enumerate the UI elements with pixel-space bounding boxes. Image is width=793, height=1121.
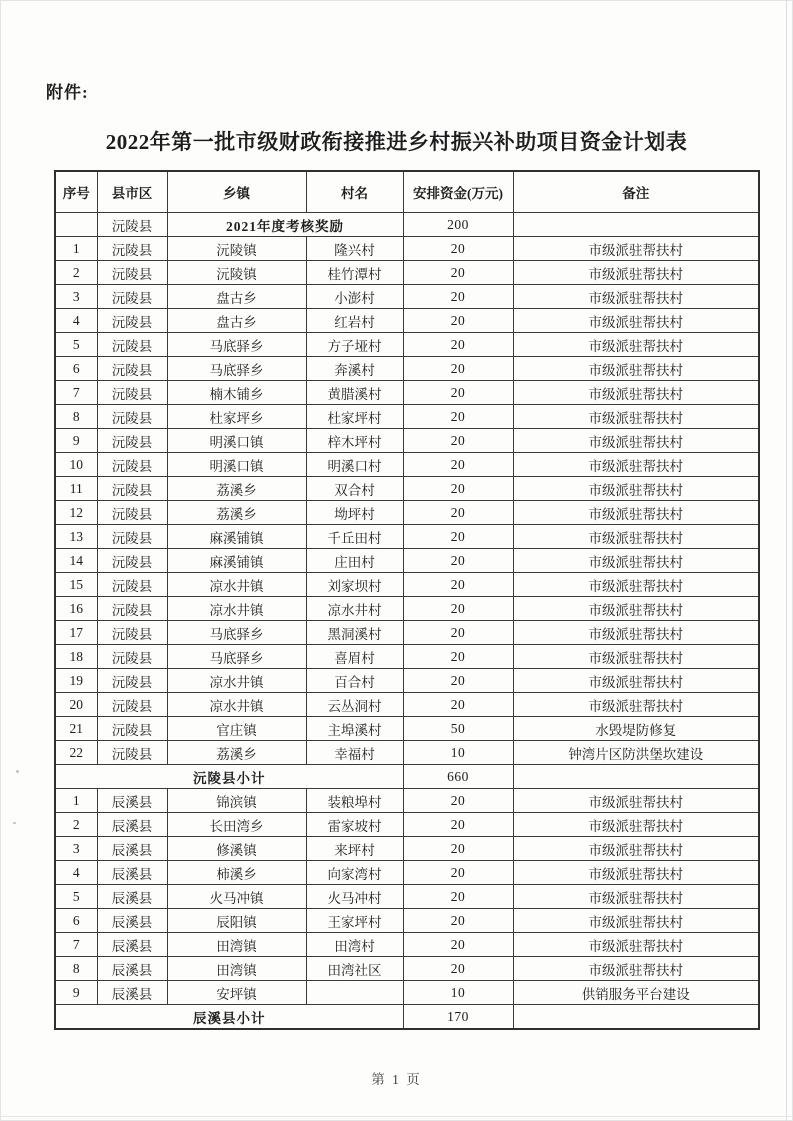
cell-amount: 20 xyxy=(403,261,513,285)
cell-seq: 1 xyxy=(55,789,97,813)
cell-county: 辰溪县 xyxy=(97,789,167,813)
cell-town: 马底驿乡 xyxy=(167,357,306,381)
table-row xyxy=(55,1005,759,1030)
cell-village: 桂竹潭村 xyxy=(306,261,403,285)
cell-town: 修溪镇 xyxy=(167,837,306,861)
cell-remark: 市级派驻帮扶村 xyxy=(513,357,759,381)
cell-county: 辰溪县 xyxy=(97,837,167,861)
cell-county: 沅陵县 xyxy=(97,405,167,429)
cell-village: 田湾村 xyxy=(306,933,403,957)
table-header-row xyxy=(55,171,759,213)
cell-seq: 19 xyxy=(55,669,97,693)
cell-seq: 5 xyxy=(55,885,97,909)
cell-town: 沅陵镇 xyxy=(167,237,306,261)
table-row xyxy=(55,213,759,237)
cell-remark: 市级派驻帮扶村 xyxy=(513,477,759,501)
cell-town: 柿溪乡 xyxy=(167,861,306,885)
col-header-remark: 备注 xyxy=(513,171,759,213)
cell-village: 庄田村 xyxy=(306,549,403,573)
table-row xyxy=(55,837,759,861)
table-row xyxy=(55,237,759,261)
col-header-seq: 序号 xyxy=(55,171,97,213)
cell-town: 荔溪乡 xyxy=(167,501,306,525)
cell-amount: 20 xyxy=(403,813,513,837)
table-row xyxy=(55,669,759,693)
table-row xyxy=(55,789,759,813)
cell-town: 长田湾乡 xyxy=(167,813,306,837)
cell-amount: 20 xyxy=(403,837,513,861)
cell-village: 百合村 xyxy=(306,669,403,693)
cell-remark: 市级派驻帮扶村 xyxy=(513,333,759,357)
cell-village: 装粮埠村 xyxy=(306,789,403,813)
cell-seq: 5 xyxy=(55,333,97,357)
cell-seq: 1 xyxy=(55,237,97,261)
cell-county: 沅陵县 xyxy=(97,285,167,309)
cell-remark: 市级派驻帮扶村 xyxy=(513,957,759,981)
table-row xyxy=(55,429,759,453)
cell-town: 荔溪乡 xyxy=(167,741,306,765)
cell-remark: 市级派驻帮扶村 xyxy=(513,693,759,717)
cell-village: 明溪口村 xyxy=(306,453,403,477)
table-row xyxy=(55,549,759,573)
cell-town: 田湾镇 xyxy=(167,957,306,981)
cell-remark: 市级派驻帮扶村 xyxy=(513,429,759,453)
cell-amount: 20 xyxy=(403,597,513,621)
cell-amount: 20 xyxy=(403,237,513,261)
cell-amount: 20 xyxy=(403,477,513,501)
cell-village: 雷家坡村 xyxy=(306,813,403,837)
cell-remark: 市级派驻帮扶村 xyxy=(513,453,759,477)
cell-amount: 200 xyxy=(403,213,513,237)
table-row xyxy=(55,765,759,789)
cell-county: 沅陵县 xyxy=(97,309,167,333)
cell-remark xyxy=(513,1005,759,1030)
cell-remark: 市级派驻帮扶村 xyxy=(513,309,759,333)
cell-remark: 供销服务平台建设 xyxy=(513,981,759,1005)
col-header-village: 村名 xyxy=(306,171,403,213)
cell-county: 辰溪县 xyxy=(97,861,167,885)
cell-county: 沅陵县 xyxy=(97,669,167,693)
col-header-county: 县市区 xyxy=(97,171,167,213)
cell-amount: 20 xyxy=(403,453,513,477)
cell-remark: 市级派驻帮扶村 xyxy=(513,837,759,861)
cell-town: 官庄镇 xyxy=(167,717,306,741)
table-row xyxy=(55,501,759,525)
cell-remark: 市级派驻帮扶村 xyxy=(513,933,759,957)
cell-county: 沅陵县 xyxy=(97,261,167,285)
cell-county: 沅陵县 xyxy=(97,741,167,765)
cell-seq: 2 xyxy=(55,261,97,285)
cell-subtotal-label: 辰溪县小计 xyxy=(55,1005,403,1030)
cell-remark: 市级派驻帮扶村 xyxy=(513,645,759,669)
col-header-amount: 安排资金(万元) xyxy=(403,171,513,213)
cell-remark: 水毁堤防修复 xyxy=(513,717,759,741)
cell-remark: 市级派驻帮扶村 xyxy=(513,381,759,405)
cell-town: 马底驿乡 xyxy=(167,333,306,357)
cell-amount: 10 xyxy=(403,741,513,765)
cell-town: 安坪镇 xyxy=(167,981,306,1005)
table-row xyxy=(55,261,759,285)
cell-seq: 8 xyxy=(55,405,97,429)
cell-remark: 市级派驻帮扶村 xyxy=(513,501,759,525)
cell-town: 辰阳镇 xyxy=(167,909,306,933)
table-row xyxy=(55,453,759,477)
cell-county: 辰溪县 xyxy=(97,981,167,1005)
table-row xyxy=(55,933,759,957)
cell-county: 沅陵县 xyxy=(97,237,167,261)
cell-county: 沅陵县 xyxy=(97,645,167,669)
cell-remark: 市级派驻帮扶村 xyxy=(513,525,759,549)
cell-amount: 20 xyxy=(403,405,513,429)
cell-county: 沅陵县 xyxy=(97,453,167,477)
table-row xyxy=(55,645,759,669)
cell-town: 凉水井镇 xyxy=(167,669,306,693)
cell-remark: 市级派驻帮扶村 xyxy=(513,285,759,309)
cell-amount: 20 xyxy=(403,861,513,885)
cell-town: 马底驿乡 xyxy=(167,621,306,645)
table-row xyxy=(55,285,759,309)
table-row xyxy=(55,405,759,429)
cell-county: 沅陵县 xyxy=(97,477,167,501)
cell-seq: 21 xyxy=(55,717,97,741)
cell-amount: 20 xyxy=(403,381,513,405)
cell-county: 辰溪县 xyxy=(97,909,167,933)
cell-village: 梓木坪村 xyxy=(306,429,403,453)
scan-edge-bottom xyxy=(0,1116,793,1117)
page-number: 第 1 页 xyxy=(371,1072,422,1087)
cell-town: 凉水井镇 xyxy=(167,597,306,621)
table-row xyxy=(55,885,759,909)
cell-town: 凉水井镇 xyxy=(167,573,306,597)
cell-county: 辰溪县 xyxy=(97,933,167,957)
cell-amount: 20 xyxy=(403,525,513,549)
table-row xyxy=(55,717,759,741)
cell-town: 盘古乡 xyxy=(167,285,306,309)
cell-remark xyxy=(513,765,759,789)
table-row xyxy=(55,861,759,885)
cell-town: 荔溪乡 xyxy=(167,477,306,501)
cell-county: 辰溪县 xyxy=(97,957,167,981)
cell-seq: 13 xyxy=(55,525,97,549)
cell-seq: 3 xyxy=(55,837,97,861)
scan-edge-right xyxy=(786,0,787,1121)
cell-village: 王家坪村 xyxy=(306,909,403,933)
cell-town: 马底驿乡 xyxy=(167,645,306,669)
cell-county: 沅陵县 xyxy=(97,357,167,381)
cell-village: 杜家坪村 xyxy=(306,405,403,429)
cell-seq: 7 xyxy=(55,381,97,405)
cell-village: 黄腊溪村 xyxy=(306,381,403,405)
table-row xyxy=(55,333,759,357)
cell-county: 沅陵县 xyxy=(97,381,167,405)
table-row xyxy=(55,813,759,837)
cell-remark: 市级派驻帮扶村 xyxy=(513,573,759,597)
cell-amount: 20 xyxy=(403,501,513,525)
cell-county: 沅陵县 xyxy=(97,597,167,621)
cell-seq: 9 xyxy=(55,429,97,453)
cell-seq: 9 xyxy=(55,981,97,1005)
cell-county: 沅陵县 xyxy=(97,549,167,573)
cell-seq: 7 xyxy=(55,933,97,957)
cell-village: 刘家坝村 xyxy=(306,573,403,597)
cell-seq: 3 xyxy=(55,285,97,309)
cell-amount: 20 xyxy=(403,933,513,957)
cell-town: 锦滨镇 xyxy=(167,789,306,813)
cell-amount: 20 xyxy=(403,309,513,333)
cell-town: 火马冲镇 xyxy=(167,885,306,909)
cell-remark: 市级派驻帮扶村 xyxy=(513,813,759,837)
cell-award-label: 2021年度考核奖励 xyxy=(167,213,403,237)
cell-town: 楠木铺乡 xyxy=(167,381,306,405)
cell-amount: 20 xyxy=(403,357,513,381)
cell-town: 明溪口镇 xyxy=(167,453,306,477)
cell-subtotal-label: 沅陵县小计 xyxy=(55,765,403,789)
table-row xyxy=(55,957,759,981)
cell-seq xyxy=(55,213,97,237)
cell-village: 坳坪村 xyxy=(306,501,403,525)
cell-remark: 市级派驻帮扶村 xyxy=(513,885,759,909)
table-row xyxy=(55,477,759,501)
cell-amount: 20 xyxy=(403,909,513,933)
col-header-town: 乡镇 xyxy=(167,171,306,213)
cell-county: 沅陵县 xyxy=(97,333,167,357)
cell-village: 隆兴村 xyxy=(306,237,403,261)
cell-amount: 20 xyxy=(403,285,513,309)
table-row xyxy=(55,381,759,405)
cell-amount: 20 xyxy=(403,549,513,573)
cell-county: 沅陵县 xyxy=(97,213,167,237)
cell-village: 凉水井村 xyxy=(306,597,403,621)
cell-amount: 20 xyxy=(403,333,513,357)
cell-county: 沅陵县 xyxy=(97,693,167,717)
cell-seq: 14 xyxy=(55,549,97,573)
cell-remark xyxy=(513,213,759,237)
fund-plan-table xyxy=(54,170,760,1030)
cell-seq: 6 xyxy=(55,909,97,933)
cell-village: 黑洞溪村 xyxy=(306,621,403,645)
cell-county: 辰溪县 xyxy=(97,885,167,909)
cell-town: 明溪口镇 xyxy=(167,429,306,453)
cell-amount: 50 xyxy=(403,717,513,741)
table-row xyxy=(55,981,759,1005)
cell-village: 喜眉村 xyxy=(306,645,403,669)
cell-seq: 16 xyxy=(55,597,97,621)
cell-seq: 4 xyxy=(55,309,97,333)
cell-seq: 22 xyxy=(55,741,97,765)
cell-town: 杜家坪乡 xyxy=(167,405,306,429)
cell-remark: 市级派驻帮扶村 xyxy=(513,237,759,261)
cell-town: 沅陵镇 xyxy=(167,261,306,285)
attachment-label: 附件: xyxy=(46,83,89,102)
cell-town: 凉水井镇 xyxy=(167,693,306,717)
table-row xyxy=(55,357,759,381)
table-row xyxy=(55,741,759,765)
cell-town: 田湾镇 xyxy=(167,933,306,957)
cell-village: 奔溪村 xyxy=(306,357,403,381)
cell-amount: 20 xyxy=(403,957,513,981)
cell-amount: 20 xyxy=(403,429,513,453)
cell-seq: 2 xyxy=(55,813,97,837)
cell-remark: 市级派驻帮扶村 xyxy=(513,405,759,429)
cell-town: 麻溪铺镇 xyxy=(167,525,306,549)
cell-amount: 660 xyxy=(403,765,513,789)
cell-county: 沅陵县 xyxy=(97,573,167,597)
cell-amount: 20 xyxy=(403,645,513,669)
cell-remark: 市级派驻帮扶村 xyxy=(513,261,759,285)
cell-remark: 市级派驻帮扶村 xyxy=(513,549,759,573)
cell-village: 向家湾村 xyxy=(306,861,403,885)
cell-county: 辰溪县 xyxy=(97,813,167,837)
cell-seq: 20 xyxy=(55,693,97,717)
cell-seq: 6 xyxy=(55,357,97,381)
cell-village: 火马冲村 xyxy=(306,885,403,909)
cell-seq: 4 xyxy=(55,861,97,885)
cell-remark: 市级派驻帮扶村 xyxy=(513,861,759,885)
cell-village xyxy=(306,981,403,1005)
cell-remark: 市级派驻帮扶村 xyxy=(513,789,759,813)
cell-village: 千丘田村 xyxy=(306,525,403,549)
cell-village: 云丛洞村 xyxy=(306,693,403,717)
cell-remark: 市级派驻帮扶村 xyxy=(513,909,759,933)
cell-county: 沅陵县 xyxy=(97,525,167,549)
cell-village: 主埠溪村 xyxy=(306,717,403,741)
cell-seq: 8 xyxy=(55,957,97,981)
cell-amount: 20 xyxy=(403,693,513,717)
cell-seq: 18 xyxy=(55,645,97,669)
cell-county: 沅陵县 xyxy=(97,621,167,645)
cell-county: 沅陵县 xyxy=(97,501,167,525)
table-row xyxy=(55,693,759,717)
cell-amount: 20 xyxy=(403,621,513,645)
cell-amount: 20 xyxy=(403,573,513,597)
table-row xyxy=(55,621,759,645)
cell-remark: 钟湾片区防洪堡坎建设 xyxy=(513,741,759,765)
cell-village: 来坪村 xyxy=(306,837,403,861)
cell-village: 小澎村 xyxy=(306,285,403,309)
cell-remark: 市级派驻帮扶村 xyxy=(513,597,759,621)
cell-county: 沅陵县 xyxy=(97,717,167,741)
cell-town: 盘古乡 xyxy=(167,309,306,333)
cell-remark: 市级派驻帮扶村 xyxy=(513,621,759,645)
table-row xyxy=(55,597,759,621)
cell-town: 麻溪铺镇 xyxy=(167,549,306,573)
table-row xyxy=(55,309,759,333)
cell-village: 双合村 xyxy=(306,477,403,501)
scan-speck xyxy=(16,770,19,773)
cell-amount: 20 xyxy=(403,885,513,909)
cell-village: 红岩村 xyxy=(306,309,403,333)
cell-remark: 市级派驻帮扶村 xyxy=(513,669,759,693)
cell-village: 田湾社区 xyxy=(306,957,403,981)
scan-speck xyxy=(13,822,16,824)
cell-amount: 10 xyxy=(403,981,513,1005)
cell-county: 沅陵县 xyxy=(97,429,167,453)
cell-seq: 12 xyxy=(55,501,97,525)
cell-seq: 11 xyxy=(55,477,97,501)
cell-amount: 20 xyxy=(403,669,513,693)
cell-amount: 170 xyxy=(403,1005,513,1030)
cell-seq: 17 xyxy=(55,621,97,645)
cell-village: 方子垭村 xyxy=(306,333,403,357)
table-row xyxy=(55,525,759,549)
cell-amount: 20 xyxy=(403,789,513,813)
cell-seq: 10 xyxy=(55,453,97,477)
table-row xyxy=(55,909,759,933)
page-title: 2022年第一批市级财政衔接推进乡村振兴补助项目资金计划表 xyxy=(105,130,688,154)
cell-seq: 15 xyxy=(55,573,97,597)
table-row xyxy=(55,573,759,597)
cell-village: 幸福村 xyxy=(306,741,403,765)
